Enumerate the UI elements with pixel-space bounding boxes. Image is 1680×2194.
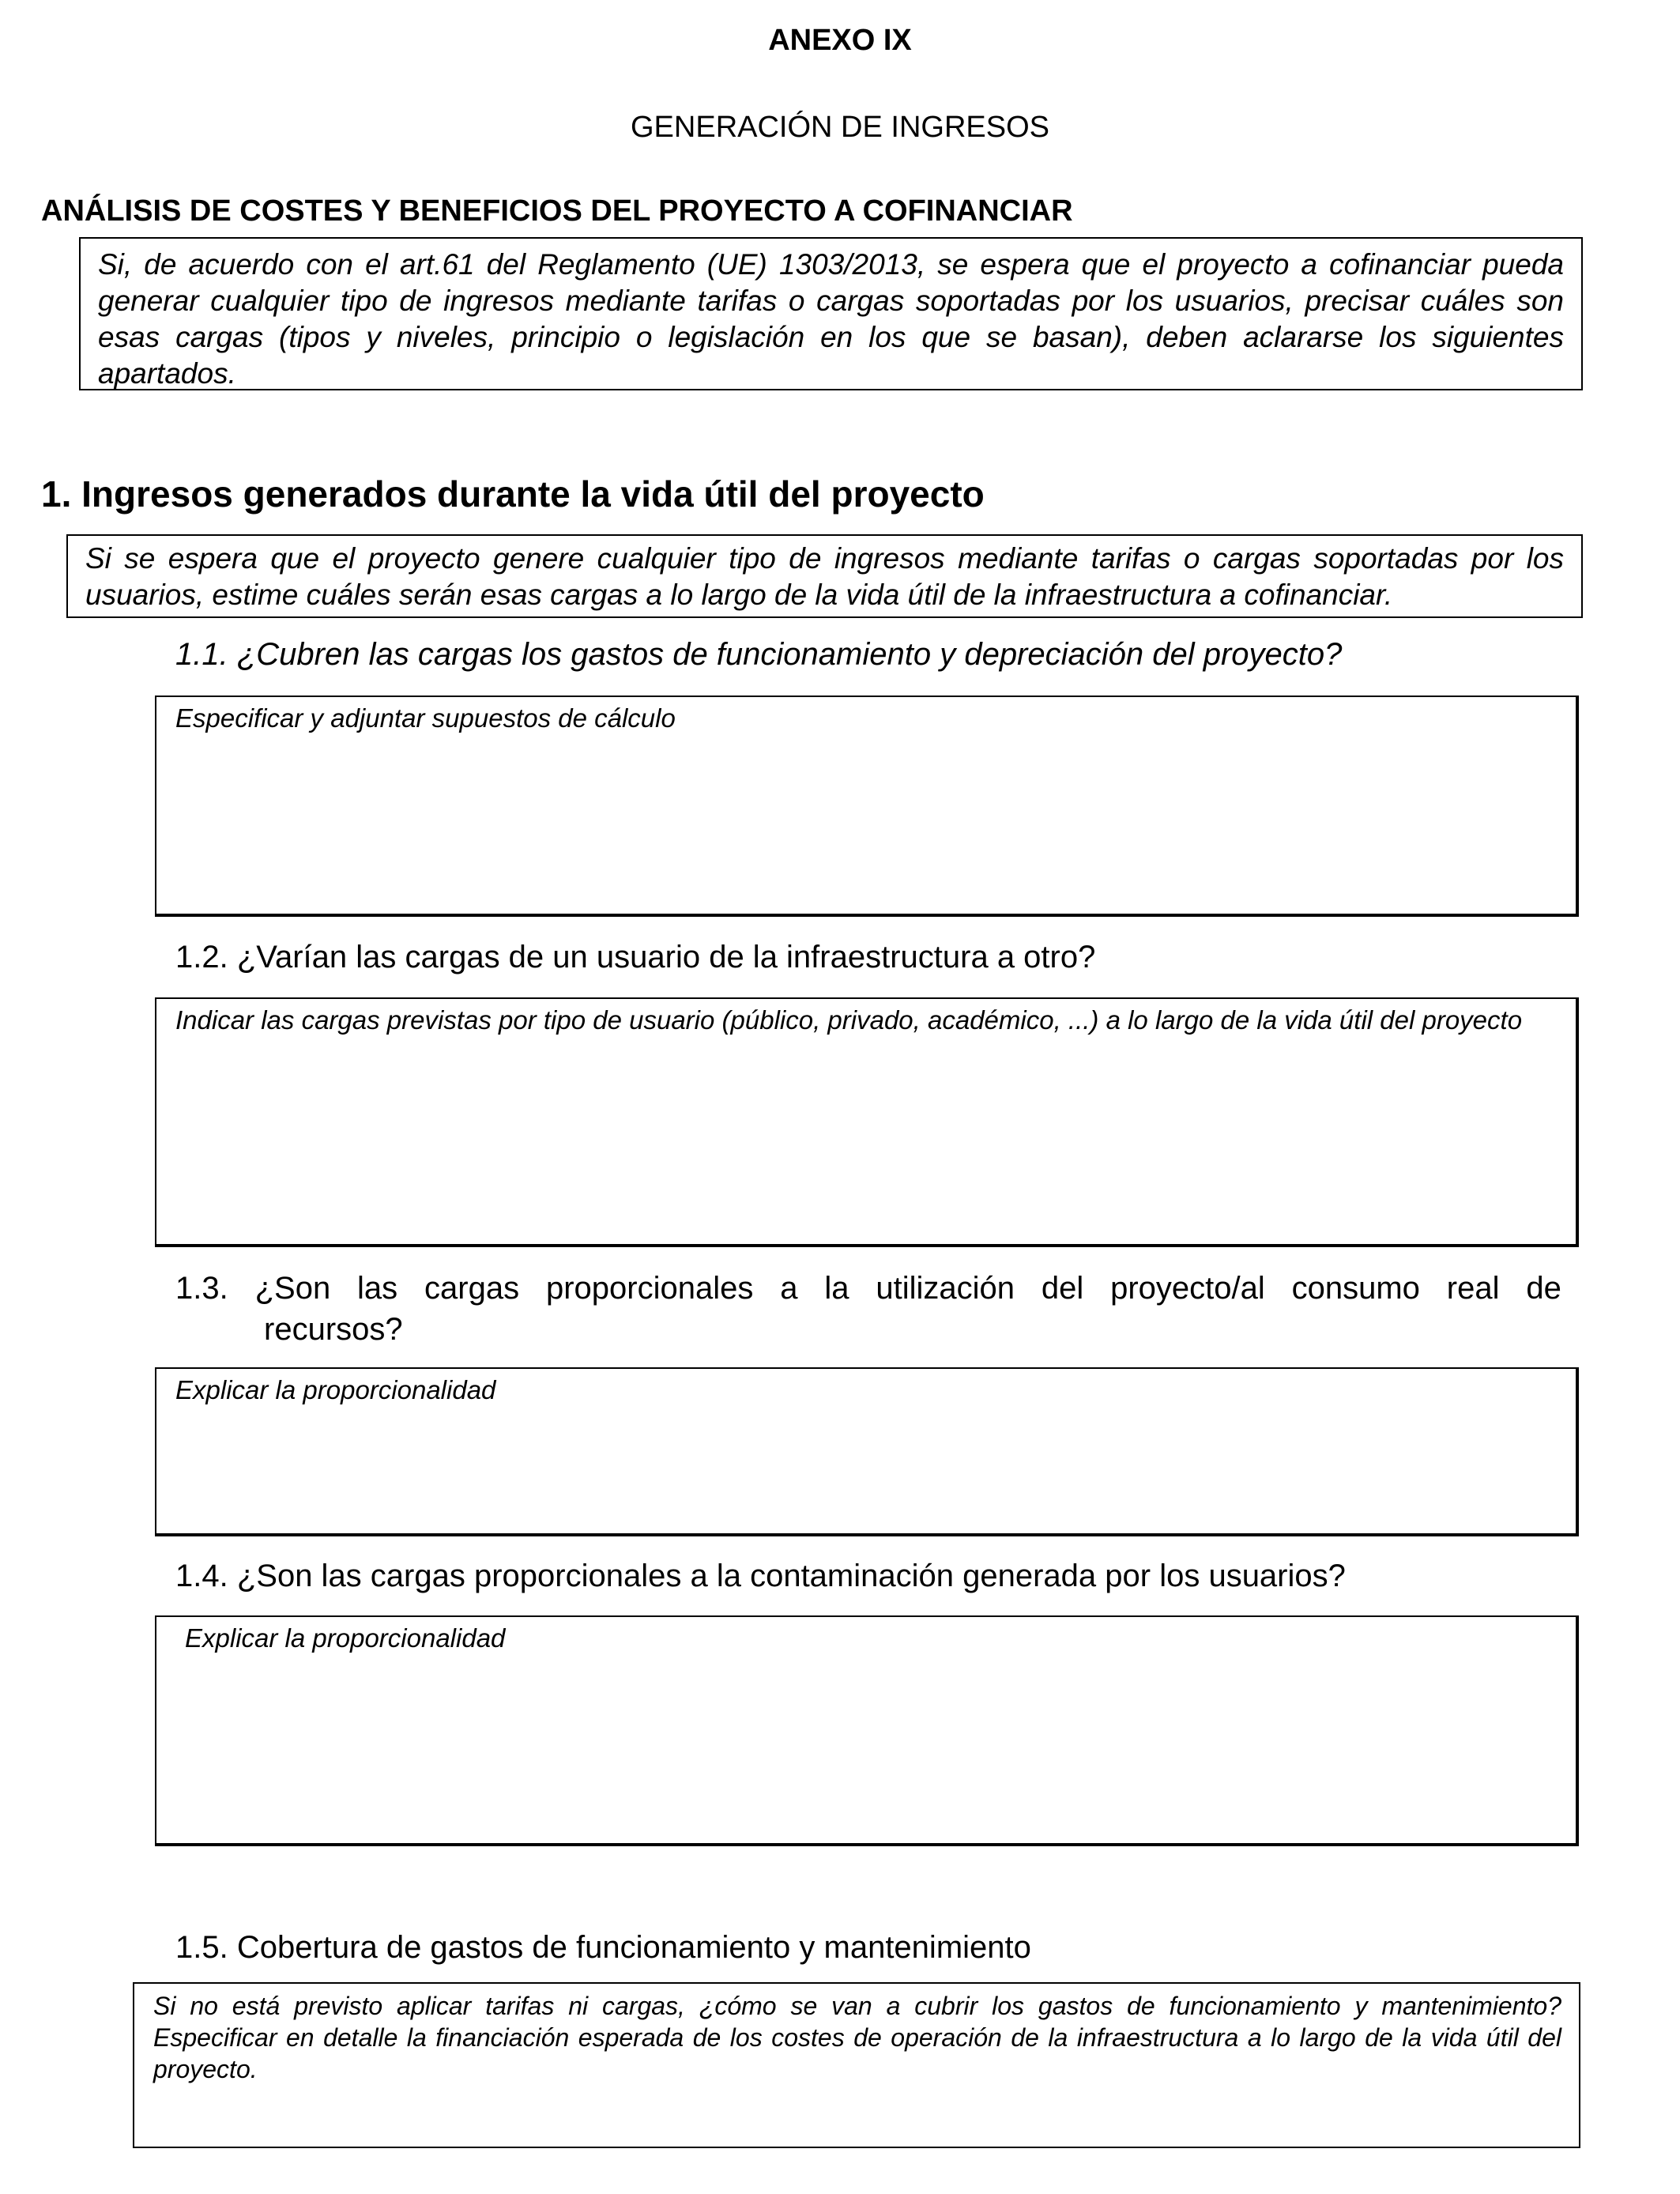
q3-word: proporcionales [545,1271,754,1306]
intro-note-box [79,237,1583,390]
question-1-5: 1.5. Cobertura de gastos de funcionamiento y mantenimiento [175,1930,1031,1965]
answer-box-1-1[interactable] [155,696,1579,917]
annex-title: ANEXO IX [768,24,912,57]
section-1-note-text: Si se espera que el proyecto genere cualquier tipo de ingresos mediante tarifas o cargas soportadas por los usuarios, estime cuáles serán esas cargas a lo largo de la vida útil de la infraestructura a cofinanciar. [85,542,1564,611]
q3-word: la [824,1271,849,1306]
question-1-1: 1.1. ¿Cubren las cargas los gastos de funcionamiento y depreciación del proyecto? [175,637,1343,672]
question-1-2: 1.2. ¿Varían las cargas de un usuario de la infraestructura a otro? [175,940,1096,974]
answer-hint-1-1: Especificar y adjuntar supuestos de cálculo [175,703,676,733]
answer-hint-1-4: Explicar la proporcionalidad [185,1623,506,1653]
q3-word: proyecto/al [1110,1271,1265,1306]
q3-word: real [1446,1271,1500,1306]
answer-box-1-3[interactable] [155,1367,1579,1536]
answer-hint-1-3: Explicar la proporcionalidad [175,1375,496,1404]
section-1-note-box [66,534,1583,618]
question-1-3-line2: recursos? [264,1312,403,1347]
intro-note-text: Si, de acuerdo con el art.61 del Reglamento (UE) 1303/2013, se espera que el proyecto a cofinanciar pueda generar cualquier tipo de ingresos mediante tarifas o cargas soportadas por los usuarios, precisar cuáles son esas cargas (tipos y niveles, principio o legislación en los que se basan), deben aclararse los siguientes apartados. [98,248,1564,390]
q3-word: a [780,1271,798,1306]
answer-box-1-5[interactable] [133,1982,1580,2148]
question-1-4: 1.4. ¿Son las cargas proporcionales a la contaminación generada por los usuarios? [175,1559,1346,1593]
answer-hint-1-5: Si no está previsto aplicar tarifas ni cargas, ¿cómo se van a cubrir los gastos de funcionamiento y mantenimiento? Especificar en detalle la financiación esperada de los costes de operación de la infraestructura a lo largo de la vida útil del proyecto. [153,1992,1561,2083]
document-subtitle: GENERACIÓN DE INGRESOS [631,111,1049,144]
answer-box-1-2[interactable] [155,997,1579,1247]
q3-word: cargas [424,1271,520,1306]
q3-word: consumo [1291,1271,1420,1306]
q3-word: las [357,1271,398,1306]
q3-word: de [1526,1271,1561,1306]
question-1-3-line1 [175,1268,1561,1309]
q3-word: ¿Son [254,1271,331,1306]
q3-word: del [1041,1271,1084,1306]
answer-box-1-4[interactable] [155,1615,1579,1846]
answer-hint-1-2: Indicar las cargas previstas por tipo de usuario (público, privado, académico, ...) a lo largo de la vida útil del proyecto [175,1005,1523,1035]
section-1-heading: 1. Ingresos generados durante la vida útil del proyecto [41,473,985,515]
q3-word: 1.3. [175,1271,228,1306]
main-heading: ANÁLISIS DE COSTES Y BENEFICIOS DEL PROYECTO A COFINANCIAR [41,194,1073,228]
question-1-3 [175,1268,1561,1350]
q3-word: utilización [876,1271,1015,1306]
